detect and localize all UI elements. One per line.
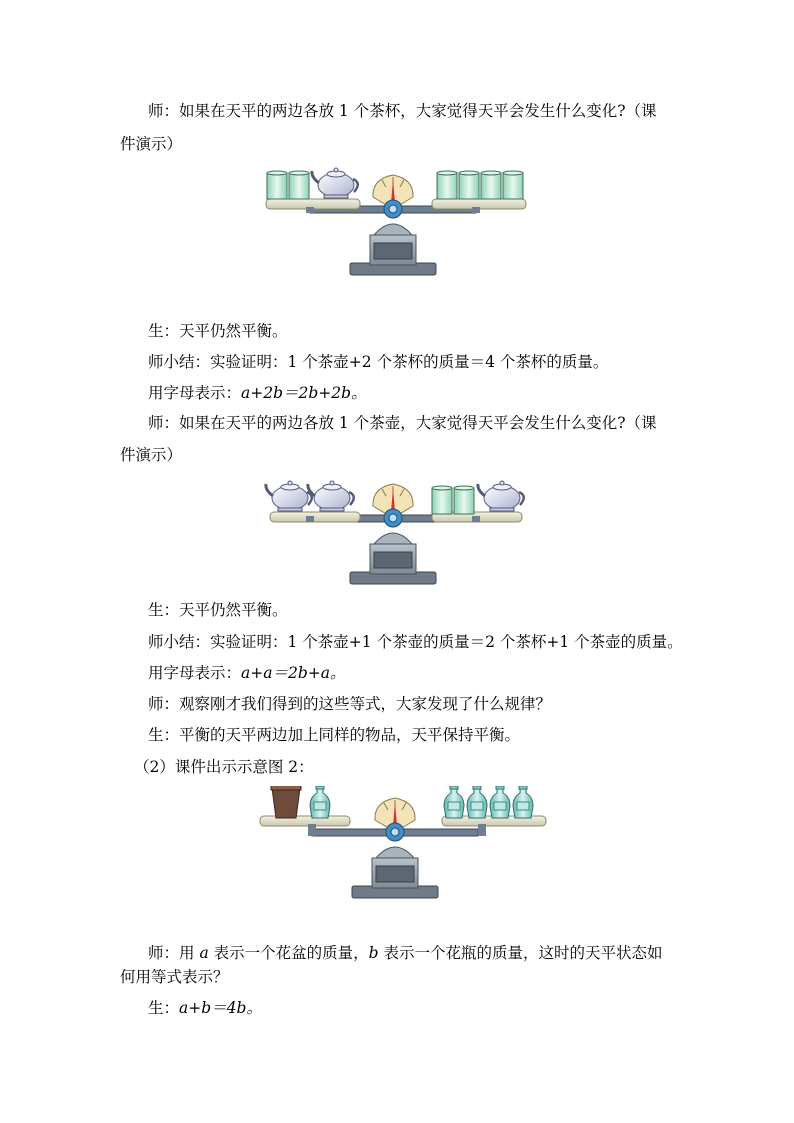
text-span: 表示一个花瓶的质量，这时的天平状态如 bbox=[378, 944, 663, 962]
text-span: 表示一个花盆的质量， bbox=[208, 944, 369, 962]
formula-text: a+b＝4b。 bbox=[179, 999, 262, 1017]
cup-icon bbox=[437, 171, 457, 199]
answer-prefix: 生： bbox=[148, 999, 180, 1017]
paragraph-teacher-summary-1: 师小结：实验证明：1 个茶壶+2 个茶杯的质量＝4 个茶杯的质量。 bbox=[148, 353, 609, 371]
variable-b: b bbox=[368, 944, 379, 962]
formula-text: a+a＝2b+a。 bbox=[241, 664, 346, 682]
variable-a: a bbox=[199, 944, 209, 962]
cup-icon bbox=[503, 171, 523, 199]
paragraph-section-heading: （2）课件出示示意图 2： bbox=[134, 758, 314, 776]
paragraph-student-answer-1: 生：天平仍然平衡。 bbox=[148, 322, 288, 340]
paragraph-teacher-question-4-cont: 何用等式表示？ bbox=[120, 968, 229, 986]
paragraph-teacher-question-1-cont: 件演示） bbox=[120, 135, 183, 153]
formula-text: a+2b＝2b+2b。 bbox=[241, 384, 367, 402]
paragraph-teacher-question-3: 师：观察刚才我们得到的这些等式，大家发现了什么规律？ bbox=[148, 695, 552, 713]
cup-icon bbox=[459, 171, 479, 199]
text-span: 师：用 bbox=[148, 944, 200, 962]
teapot-icon bbox=[478, 481, 524, 511]
vase-icon bbox=[467, 786, 487, 818]
vase-icon bbox=[310, 786, 330, 818]
cup-icon bbox=[481, 171, 501, 199]
paragraph-teacher-question-1: 师：如果在天平的两边各放 1 个茶杯，大家觉得天平会发生什么变化?（课 bbox=[148, 102, 657, 120]
paragraph-teacher-summary-2: 师小结：实验证明：1 个茶壶+1 个茶壶的质量＝2 个茶杯+1 个茶壶的质量。 bbox=[148, 633, 683, 651]
paragraph-student-answer-2: 生：天平仍然平衡。 bbox=[148, 601, 288, 619]
vase-icon bbox=[444, 786, 464, 818]
balance-figure-1 bbox=[262, 163, 532, 281]
paragraph-teacher-question-4 bbox=[148, 942, 663, 964]
formula-prefix: 用字母表示： bbox=[148, 664, 242, 682]
flowerpot-icon bbox=[271, 786, 301, 818]
teapot-icon bbox=[312, 168, 358, 198]
vase-icon bbox=[513, 786, 533, 818]
cup-icon bbox=[432, 486, 452, 514]
paragraph-student-answer-3: 生：平衡的天平两边加上同样的物品，天平保持平衡。 bbox=[148, 726, 521, 744]
paragraph-teacher-question-2-cont: 件演示） bbox=[120, 446, 183, 464]
vase-icon bbox=[490, 786, 510, 818]
teapot-icon bbox=[308, 481, 354, 511]
cup-icon bbox=[289, 171, 309, 199]
paragraph-formula-2 bbox=[148, 662, 346, 684]
paragraph-formula-1 bbox=[148, 382, 367, 404]
teapot-icon bbox=[266, 481, 312, 511]
paragraph-student-answer-4 bbox=[148, 997, 262, 1019]
cup-icon bbox=[267, 171, 287, 199]
balance-figure-3 bbox=[258, 786, 548, 904]
balance-figure-2 bbox=[262, 472, 532, 590]
formula-prefix: 用字母表示： bbox=[148, 384, 242, 402]
cup-icon bbox=[454, 486, 474, 514]
paragraph-teacher-question-2: 师：如果在天平的两边各放 1 个茶壶，大家觉得天平会发生什么变化?（课 bbox=[148, 414, 657, 432]
